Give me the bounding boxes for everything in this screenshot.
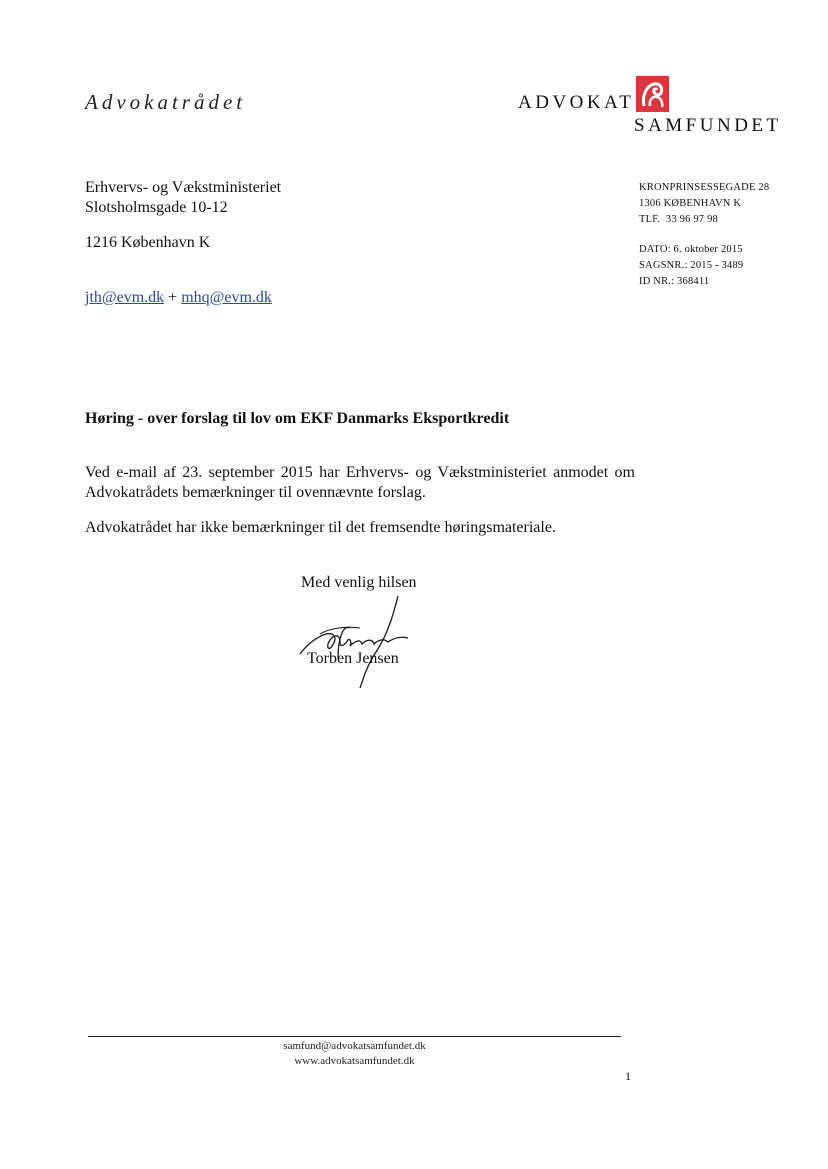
page-number: 1: [625, 1069, 631, 1083]
signer-name: Torben Jensen: [307, 650, 399, 667]
letter-subject: Høring - over forslag til lov om EKF Danmarks Eksportkredit: [85, 410, 510, 427]
handwritten-signature: [290, 588, 430, 692]
id-number: ID NR.: 368411: [639, 276, 710, 287]
footer-contact: [88, 1039, 621, 1069]
advokatsamfundet-logo-icon: [636, 76, 669, 112]
closing-salutation: Med venlig hilsen: [301, 574, 417, 591]
footer-divider: [88, 1036, 621, 1037]
sender-city: 1306 KØBENHAVN K: [639, 198, 742, 209]
letter-date: DATO: 6. oktober 2015: [639, 244, 743, 255]
footer-email: samfund@advokatsamfundet.dk: [283, 1040, 426, 1052]
footer-website: www.advokatsamfundet.dk: [294, 1055, 415, 1067]
sender-phone: TLF. 33 96 97 98: [639, 214, 718, 225]
sender-address: [639, 180, 769, 228]
body-paragraph-1: Ved e-mail af 23. september 2015 har Erhvervs- og Vækstministeriet anmodet om Advokatrådets bemærkninger til ovennævnte forslag.: [85, 464, 635, 501]
recipient-street: Slotsholmsgade 10-12: [85, 199, 228, 216]
body-paragraph-2: Advokatrådet har ikke bemærkninger til det fremsendte høringsmateriale.: [85, 519, 556, 536]
logo-word-advokat: ADVOKAT: [518, 92, 635, 113]
org-name: Advokatrådet: [85, 90, 247, 114]
email-separator: +: [168, 289, 178, 306]
recipient-emails: [85, 289, 272, 307]
email-link-2[interactable]: mhq@evm.dk: [181, 289, 272, 306]
sender-street: KRONPRINSESSEGADE 28: [639, 182, 770, 193]
recipient-name: Erhvervs- og Vækstministeriet: [85, 179, 282, 196]
recipient-city: 1216 København K: [85, 234, 211, 251]
recipient-address: [85, 178, 281, 218]
email-link-1[interactable]: jth@evm.dk: [85, 289, 165, 306]
letter-metadata: [639, 242, 743, 290]
case-number: SAGSNR.: 2015 - 3489: [639, 260, 744, 271]
logo-word-samfundet: SAMFUNDET: [634, 115, 782, 136]
